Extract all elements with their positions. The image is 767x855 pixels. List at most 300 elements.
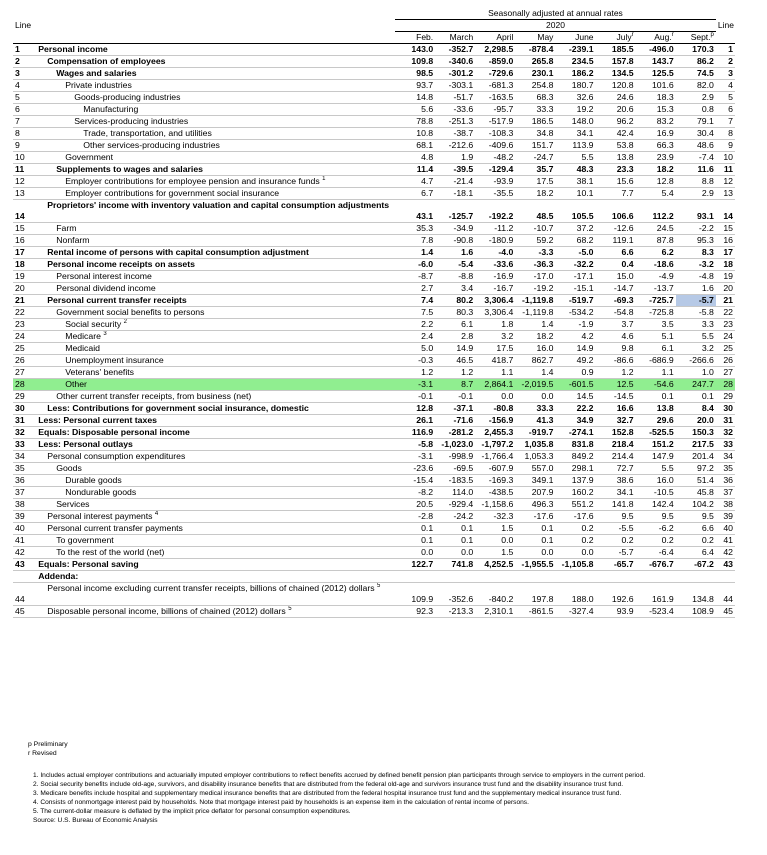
- value-cell[interactable]: -4.9: [636, 271, 676, 283]
- value-cell[interactable]: 557.0: [515, 463, 555, 475]
- value-cell[interactable]: 1.6: [435, 247, 475, 259]
- value-cell[interactable]: 82.0: [676, 80, 716, 92]
- value-cell[interactable]: 5.5: [636, 463, 676, 475]
- value-cell[interactable]: 8.4: [676, 403, 716, 415]
- value-cell[interactable]: 2.8: [435, 331, 475, 343]
- value-cell[interactable]: -51.7: [435, 92, 475, 104]
- value-cell[interactable]: 0.1: [395, 523, 435, 535]
- value-cell[interactable]: 106.6: [596, 200, 636, 223]
- value-cell[interactable]: -69.3: [596, 295, 636, 307]
- value-cell[interactable]: 105.5: [555, 200, 595, 223]
- value-cell[interactable]: 0.1: [515, 535, 555, 547]
- value-cell[interactable]: 418.7: [475, 355, 515, 367]
- value-cell[interactable]: 3.2: [475, 331, 515, 343]
- value-cell[interactable]: -5.0: [555, 247, 595, 259]
- value-cell[interactable]: -95.7: [475, 104, 515, 116]
- value-cell[interactable]: 207.9: [515, 487, 555, 499]
- value-cell[interactable]: 8.7: [435, 379, 475, 391]
- value-cell[interactable]: 19.2: [555, 104, 595, 116]
- value-cell[interactable]: 15.6: [596, 176, 636, 188]
- value-cell[interactable]: 1.2: [596, 367, 636, 379]
- value-cell[interactable]: -438.5: [475, 487, 515, 499]
- value-cell[interactable]: -17.0: [515, 271, 555, 283]
- value-cell[interactable]: 74.5: [676, 68, 716, 80]
- value-cell[interactable]: 5.5: [676, 331, 716, 343]
- value-cell[interactable]: 0.0: [475, 535, 515, 547]
- value-cell[interactable]: -23.6: [395, 463, 435, 475]
- value-cell[interactable]: -35.5: [475, 188, 515, 200]
- value-cell[interactable]: 80.2: [435, 295, 475, 307]
- value-cell[interactable]: 230.1: [515, 68, 555, 80]
- value-cell[interactable]: 218.4: [596, 439, 636, 451]
- value-cell[interactable]: -7.4: [676, 152, 716, 164]
- value-cell[interactable]: -0.1: [395, 391, 435, 403]
- value-cell[interactable]: 33.3: [515, 403, 555, 415]
- value-cell[interactable]: 188.0: [555, 583, 595, 606]
- value-cell[interactable]: -32.2: [555, 259, 595, 271]
- value-cell[interactable]: -861.5: [515, 606, 555, 618]
- value-cell[interactable]: 93.7: [395, 80, 435, 92]
- value-cell[interactable]: 170.3: [676, 44, 716, 56]
- value-cell[interactable]: -274.1: [555, 427, 595, 439]
- value-cell[interactable]: 34.1: [555, 128, 595, 140]
- value-cell[interactable]: -327.4: [555, 606, 595, 618]
- value-cell[interactable]: 4,252.5: [475, 559, 515, 571]
- value-cell[interactable]: 16.6: [596, 403, 636, 415]
- value-cell[interactable]: 35.7: [515, 164, 555, 176]
- value-cell[interactable]: 3,306.4: [475, 295, 515, 307]
- value-cell[interactable]: -4.8: [676, 271, 716, 283]
- value-cell[interactable]: -409.6: [475, 140, 515, 152]
- value-cell[interactable]: 59.2: [515, 235, 555, 247]
- value-cell[interactable]: 101.6: [636, 80, 676, 92]
- value-cell[interactable]: -156.9: [475, 415, 515, 427]
- value-cell[interactable]: 29.6: [636, 415, 676, 427]
- value-cell[interactable]: 134.8: [676, 583, 716, 606]
- value-cell[interactable]: 24.6: [596, 92, 636, 104]
- value-cell[interactable]: 496.3: [515, 499, 555, 511]
- value-cell[interactable]: -33.6: [435, 104, 475, 116]
- value-cell[interactable]: 108.9: [676, 606, 716, 618]
- value-cell[interactable]: 2.7: [395, 283, 435, 295]
- value-cell[interactable]: 151.7: [515, 140, 555, 152]
- value-cell[interactable]: 10.1: [555, 188, 595, 200]
- value-cell[interactable]: 0.8: [676, 104, 716, 116]
- value-cell[interactable]: 214.4: [596, 451, 636, 463]
- value-cell[interactable]: -19.2: [515, 283, 555, 295]
- value-cell[interactable]: 1.4: [515, 367, 555, 379]
- value-cell[interactable]: -1,766.4: [475, 451, 515, 463]
- value-cell[interactable]: 95.3: [676, 235, 716, 247]
- value-cell[interactable]: -998.9: [435, 451, 475, 463]
- value-cell[interactable]: 16.0: [636, 475, 676, 487]
- value-cell[interactable]: 23.3: [596, 164, 636, 176]
- value-cell[interactable]: 32.7: [596, 415, 636, 427]
- value-cell[interactable]: -6.2: [636, 523, 676, 535]
- value-cell[interactable]: 3.5: [636, 319, 676, 331]
- value-cell[interactable]: -80.8: [475, 403, 515, 415]
- value-cell[interactable]: 119.1: [596, 235, 636, 247]
- value-cell[interactable]: -266.6: [676, 355, 716, 367]
- value-cell[interactable]: 142.4: [636, 499, 676, 511]
- value-cell[interactable]: -601.5: [555, 379, 595, 391]
- value-cell[interactable]: 147.9: [636, 451, 676, 463]
- value-cell[interactable]: -163.5: [475, 92, 515, 104]
- value-cell[interactable]: 32.6: [555, 92, 595, 104]
- value-cell[interactable]: 0.1: [515, 523, 555, 535]
- value-cell[interactable]: -517.9: [475, 116, 515, 128]
- value-cell[interactable]: -11.2: [475, 223, 515, 235]
- value-cell[interactable]: 160.2: [555, 487, 595, 499]
- value-cell[interactable]: 79.1: [676, 116, 716, 128]
- value-cell[interactable]: -725.8: [636, 307, 676, 319]
- value-cell[interactable]: 114.0: [435, 487, 475, 499]
- value-cell[interactable]: 0.2: [636, 535, 676, 547]
- value-cell[interactable]: 15.3: [636, 104, 676, 116]
- value-cell[interactable]: 23.9: [636, 152, 676, 164]
- value-cell[interactable]: 49.2: [555, 355, 595, 367]
- value-cell[interactable]: 2.4: [395, 331, 435, 343]
- value-cell[interactable]: -1.9: [555, 319, 595, 331]
- value-cell[interactable]: -525.5: [636, 427, 676, 439]
- value-cell[interactable]: -21.4: [435, 176, 475, 188]
- value-cell[interactable]: -4.0: [475, 247, 515, 259]
- value-cell[interactable]: -5.4: [435, 259, 475, 271]
- value-cell[interactable]: -6.0: [395, 259, 435, 271]
- value-cell[interactable]: -3.2: [676, 259, 716, 271]
- value-cell[interactable]: 1.8: [475, 319, 515, 331]
- value-cell[interactable]: -10.5: [636, 487, 676, 499]
- value-cell[interactable]: 1,035.8: [515, 439, 555, 451]
- value-cell[interactable]: 1.0: [676, 367, 716, 379]
- value-cell[interactable]: -2.8: [395, 511, 435, 523]
- value-cell[interactable]: -69.5: [435, 463, 475, 475]
- value-cell[interactable]: 3,306.4: [475, 307, 515, 319]
- value-cell[interactable]: -32.3: [475, 511, 515, 523]
- value-cell[interactable]: 41.3: [515, 415, 555, 427]
- value-cell[interactable]: -180.9: [475, 235, 515, 247]
- value-cell[interactable]: 148.0: [555, 116, 595, 128]
- value-cell[interactable]: 6.4: [676, 547, 716, 559]
- value-cell[interactable]: 72.7: [596, 463, 636, 475]
- value-cell[interactable]: 5.5: [555, 152, 595, 164]
- value-cell[interactable]: 0.2: [555, 523, 595, 535]
- value-cell[interactable]: -859.0: [475, 56, 515, 68]
- value-cell[interactable]: 5.0: [395, 343, 435, 355]
- value-cell[interactable]: -686.9: [636, 355, 676, 367]
- value-cell[interactable]: -681.3: [475, 80, 515, 92]
- value-cell[interactable]: -54.8: [596, 307, 636, 319]
- value-cell[interactable]: -352.6: [435, 583, 475, 606]
- value-cell[interactable]: 2,298.5: [475, 44, 515, 56]
- value-cell[interactable]: 38.1: [555, 176, 595, 188]
- value-cell[interactable]: 83.2: [636, 116, 676, 128]
- value-cell[interactable]: 3.4: [435, 283, 475, 295]
- value-cell[interactable]: 68.2: [555, 235, 595, 247]
- value-cell[interactable]: 6.6: [676, 523, 716, 535]
- value-cell[interactable]: 33.3: [515, 104, 555, 116]
- value-cell[interactable]: 48.3: [555, 164, 595, 176]
- value-cell[interactable]: -192.2: [475, 200, 515, 223]
- value-cell[interactable]: 0.4: [596, 259, 636, 271]
- value-cell[interactable]: -3.1: [395, 451, 435, 463]
- value-cell[interactable]: 15.0: [596, 271, 636, 283]
- value-cell[interactable]: 20.6: [596, 104, 636, 116]
- value-cell[interactable]: 37.2: [555, 223, 595, 235]
- value-cell[interactable]: 0.1: [435, 523, 475, 535]
- value-cell[interactable]: 1.4: [515, 319, 555, 331]
- value-cell[interactable]: -239.1: [555, 44, 595, 56]
- value-cell[interactable]: -129.4: [475, 164, 515, 176]
- value-cell[interactable]: -929.4: [435, 499, 475, 511]
- value-cell[interactable]: 349.1: [515, 475, 555, 487]
- value-cell[interactable]: -18.6: [636, 259, 676, 271]
- value-cell[interactable]: -18.1: [435, 188, 475, 200]
- value-cell[interactable]: -17.6: [515, 511, 555, 523]
- value-cell[interactable]: 0.1: [395, 535, 435, 547]
- value-cell[interactable]: 20.0: [676, 415, 716, 427]
- value-cell[interactable]: -8.2: [395, 487, 435, 499]
- value-cell[interactable]: 234.5: [555, 56, 595, 68]
- value-cell[interactable]: 104.2: [676, 499, 716, 511]
- value-cell[interactable]: 112.2: [636, 200, 676, 223]
- value-cell[interactable]: 1.5: [475, 547, 515, 559]
- value-cell[interactable]: 78.8: [395, 116, 435, 128]
- value-cell[interactable]: 7.4: [395, 295, 435, 307]
- value-cell[interactable]: 151.2: [636, 439, 676, 451]
- value-cell[interactable]: 13.8: [636, 403, 676, 415]
- value-cell[interactable]: -38.7: [435, 128, 475, 140]
- value-cell[interactable]: -12.6: [596, 223, 636, 235]
- value-cell[interactable]: 120.8: [596, 80, 636, 92]
- value-cell[interactable]: -3.1: [395, 379, 435, 391]
- value-cell[interactable]: -16.7: [475, 283, 515, 295]
- value-cell[interactable]: 48.5: [515, 200, 555, 223]
- value-cell[interactable]: 2.2: [395, 319, 435, 331]
- value-cell[interactable]: 6.1: [435, 319, 475, 331]
- value-cell[interactable]: -34.9: [435, 223, 475, 235]
- value-cell[interactable]: 0.0: [395, 547, 435, 559]
- value-cell[interactable]: -39.5: [435, 164, 475, 176]
- value-cell[interactable]: -213.3: [435, 606, 475, 618]
- value-cell[interactable]: -14.7: [596, 283, 636, 295]
- value-cell[interactable]: 1.4: [395, 247, 435, 259]
- value-cell[interactable]: 8.3: [676, 247, 716, 259]
- value-cell[interactable]: 22.2: [555, 403, 595, 415]
- value-cell[interactable]: 109.9: [395, 583, 435, 606]
- value-cell[interactable]: -281.2: [435, 427, 475, 439]
- value-cell[interactable]: 9.5: [596, 511, 636, 523]
- value-cell[interactable]: 7.8: [395, 235, 435, 247]
- value-cell[interactable]: -24.2: [435, 511, 475, 523]
- value-cell[interactable]: -519.7: [555, 295, 595, 307]
- value-cell[interactable]: 161.9: [636, 583, 676, 606]
- value-cell[interactable]: -840.2: [475, 583, 515, 606]
- value-cell[interactable]: -301.2: [435, 68, 475, 80]
- value-cell[interactable]: 7.7: [596, 188, 636, 200]
- value-cell[interactable]: 13.8: [596, 152, 636, 164]
- value-cell[interactable]: 113.9: [555, 140, 595, 152]
- value-cell[interactable]: -16.9: [475, 271, 515, 283]
- value-cell[interactable]: 5.1: [636, 331, 676, 343]
- value-cell[interactable]: -8.7: [395, 271, 435, 283]
- value-cell[interactable]: -2.2: [676, 223, 716, 235]
- value-cell[interactable]: -169.3: [475, 475, 515, 487]
- value-cell[interactable]: 143.7: [636, 56, 676, 68]
- value-cell[interactable]: -5.8: [395, 439, 435, 451]
- value-cell[interactable]: 1.1: [636, 367, 676, 379]
- value-cell[interactable]: 0.0: [515, 547, 555, 559]
- value-cell[interactable]: 68.1: [395, 140, 435, 152]
- value-cell[interactable]: 8.8: [676, 176, 716, 188]
- value-cell[interactable]: 116.9: [395, 427, 435, 439]
- value-cell[interactable]: 0.1: [435, 535, 475, 547]
- value-cell[interactable]: 551.2: [555, 499, 595, 511]
- value-cell[interactable]: 43.1: [395, 200, 435, 223]
- value-cell[interactable]: -37.1: [435, 403, 475, 415]
- value-cell[interactable]: -1,158.6: [475, 499, 515, 511]
- value-cell[interactable]: 849.2: [555, 451, 595, 463]
- value-cell[interactable]: 14.5: [555, 391, 595, 403]
- value-cell[interactable]: 137.9: [555, 475, 595, 487]
- value-cell[interactable]: 12.8: [395, 403, 435, 415]
- value-cell[interactable]: 1,053.3: [515, 451, 555, 463]
- value-cell[interactable]: -6.4: [636, 547, 676, 559]
- value-cell[interactable]: -5.8: [676, 307, 716, 319]
- value-cell[interactable]: 4.8: [395, 152, 435, 164]
- value-cell[interactable]: -607.9: [475, 463, 515, 475]
- value-cell[interactable]: -534.2: [555, 307, 595, 319]
- value-cell[interactable]: 201.4: [676, 451, 716, 463]
- value-cell[interactable]: -2,019.5: [515, 379, 555, 391]
- value-cell[interactable]: 97.2: [676, 463, 716, 475]
- value-cell[interactable]: 2.9: [676, 92, 716, 104]
- value-cell[interactable]: -8.8: [435, 271, 475, 283]
- value-cell[interactable]: 34.1: [596, 487, 636, 499]
- value-cell[interactable]: 1.1: [475, 367, 515, 379]
- value-cell[interactable]: 1.2: [395, 367, 435, 379]
- value-cell[interactable]: -125.7: [435, 200, 475, 223]
- value-cell[interactable]: 3.7: [596, 319, 636, 331]
- value-cell[interactable]: 150.3: [676, 427, 716, 439]
- value-cell[interactable]: -15.1: [555, 283, 595, 295]
- value-cell[interactable]: -13.7: [636, 283, 676, 295]
- value-cell[interactable]: 157.8: [596, 56, 636, 68]
- value-cell[interactable]: -1,023.0: [435, 439, 475, 451]
- value-cell[interactable]: 0.0: [555, 547, 595, 559]
- value-cell[interactable]: 14.9: [555, 343, 595, 355]
- value-cell[interactable]: 86.2: [676, 56, 716, 68]
- value-cell[interactable]: 134.5: [596, 68, 636, 80]
- value-cell[interactable]: 18.2: [515, 331, 555, 343]
- value-cell[interactable]: 862.7: [515, 355, 555, 367]
- value-cell[interactable]: 122.7: [395, 559, 435, 571]
- value-cell[interactable]: 30.4: [676, 128, 716, 140]
- value-cell[interactable]: -496.0: [636, 44, 676, 56]
- value-cell[interactable]: 254.8: [515, 80, 555, 92]
- value-cell[interactable]: 2.9: [676, 188, 716, 200]
- value-cell[interactable]: 180.7: [555, 80, 595, 92]
- value-cell[interactable]: -14.5: [596, 391, 636, 403]
- value-cell[interactable]: -1,119.8: [515, 307, 555, 319]
- value-cell[interactable]: -10.7: [515, 223, 555, 235]
- value-cell[interactable]: 11.6: [676, 164, 716, 176]
- value-cell[interactable]: -676.7: [636, 559, 676, 571]
- value-cell[interactable]: 38.6: [596, 475, 636, 487]
- value-cell[interactable]: 186.5: [515, 116, 555, 128]
- value-cell[interactable]: 98.5: [395, 68, 435, 80]
- value-cell[interactable]: -878.4: [515, 44, 555, 56]
- value-cell[interactable]: 143.0: [395, 44, 435, 56]
- value-cell[interactable]: -48.2: [475, 152, 515, 164]
- value-cell[interactable]: 34.9: [555, 415, 595, 427]
- value-cell[interactable]: 96.2: [596, 116, 636, 128]
- value-cell[interactable]: 17.5: [475, 343, 515, 355]
- value-cell[interactable]: -5.7: [596, 547, 636, 559]
- value-cell[interactable]: 247.7: [676, 379, 716, 391]
- value-cell[interactable]: 53.8: [596, 140, 636, 152]
- value-cell[interactable]: -5.5: [596, 523, 636, 535]
- value-cell[interactable]: 18.3: [636, 92, 676, 104]
- value-cell[interactable]: 3.3: [676, 319, 716, 331]
- value-cell[interactable]: -54.6: [636, 379, 676, 391]
- value-cell[interactable]: 17.5: [515, 176, 555, 188]
- value-cell[interactable]: 1.6: [676, 283, 716, 295]
- value-cell[interactable]: 152.8: [596, 427, 636, 439]
- value-cell[interactable]: 0.2: [676, 535, 716, 547]
- value-cell[interactable]: 186.2: [555, 68, 595, 80]
- value-cell[interactable]: 4.2: [555, 331, 595, 343]
- value-cell[interactable]: 7.5: [395, 307, 435, 319]
- value-cell[interactable]: 16.0: [515, 343, 555, 355]
- value-cell[interactable]: -1,119.8: [515, 295, 555, 307]
- value-cell[interactable]: 9.8: [596, 343, 636, 355]
- value-cell[interactable]: 0.2: [555, 535, 595, 547]
- value-cell[interactable]: 185.5: [596, 44, 636, 56]
- value-cell[interactable]: 26.1: [395, 415, 435, 427]
- value-cell[interactable]: -17.1: [555, 271, 595, 283]
- value-cell[interactable]: 741.8: [435, 559, 475, 571]
- value-cell[interactable]: 0.0: [515, 391, 555, 403]
- value-cell[interactable]: 1.2: [435, 367, 475, 379]
- value-cell[interactable]: -90.8: [435, 235, 475, 247]
- value-cell[interactable]: -67.2: [676, 559, 716, 571]
- value-cell[interactable]: -0.1: [435, 391, 475, 403]
- value-cell[interactable]: 197.8: [515, 583, 555, 606]
- value-cell[interactable]: 48.6: [676, 140, 716, 152]
- value-cell[interactable]: 35.3: [395, 223, 435, 235]
- value-cell[interactable]: 831.8: [555, 439, 595, 451]
- value-cell[interactable]: -212.6: [435, 140, 475, 152]
- value-cell[interactable]: 34.8: [515, 128, 555, 140]
- value-cell[interactable]: -729.6: [475, 68, 515, 80]
- value-cell[interactable]: -725.7: [636, 295, 676, 307]
- value-cell[interactable]: 6.2: [636, 247, 676, 259]
- value-cell[interactable]: 1.5: [475, 523, 515, 535]
- value-cell[interactable]: 5.4: [636, 188, 676, 200]
- value-cell[interactable]: 6.7: [395, 188, 435, 200]
- value-cell[interactable]: 14.9: [435, 343, 475, 355]
- value-cell[interactable]: -17.6: [555, 511, 595, 523]
- value-cell[interactable]: 5.6: [395, 104, 435, 116]
- value-cell[interactable]: 141.8: [596, 499, 636, 511]
- value-cell[interactable]: 0.2: [596, 535, 636, 547]
- value-cell[interactable]: 42.4: [596, 128, 636, 140]
- value-cell[interactable]: 2,455.3: [475, 427, 515, 439]
- value-cell[interactable]: 16.9: [636, 128, 676, 140]
- value-cell[interactable]: 18.2: [636, 164, 676, 176]
- value-cell[interactable]: -86.6: [596, 355, 636, 367]
